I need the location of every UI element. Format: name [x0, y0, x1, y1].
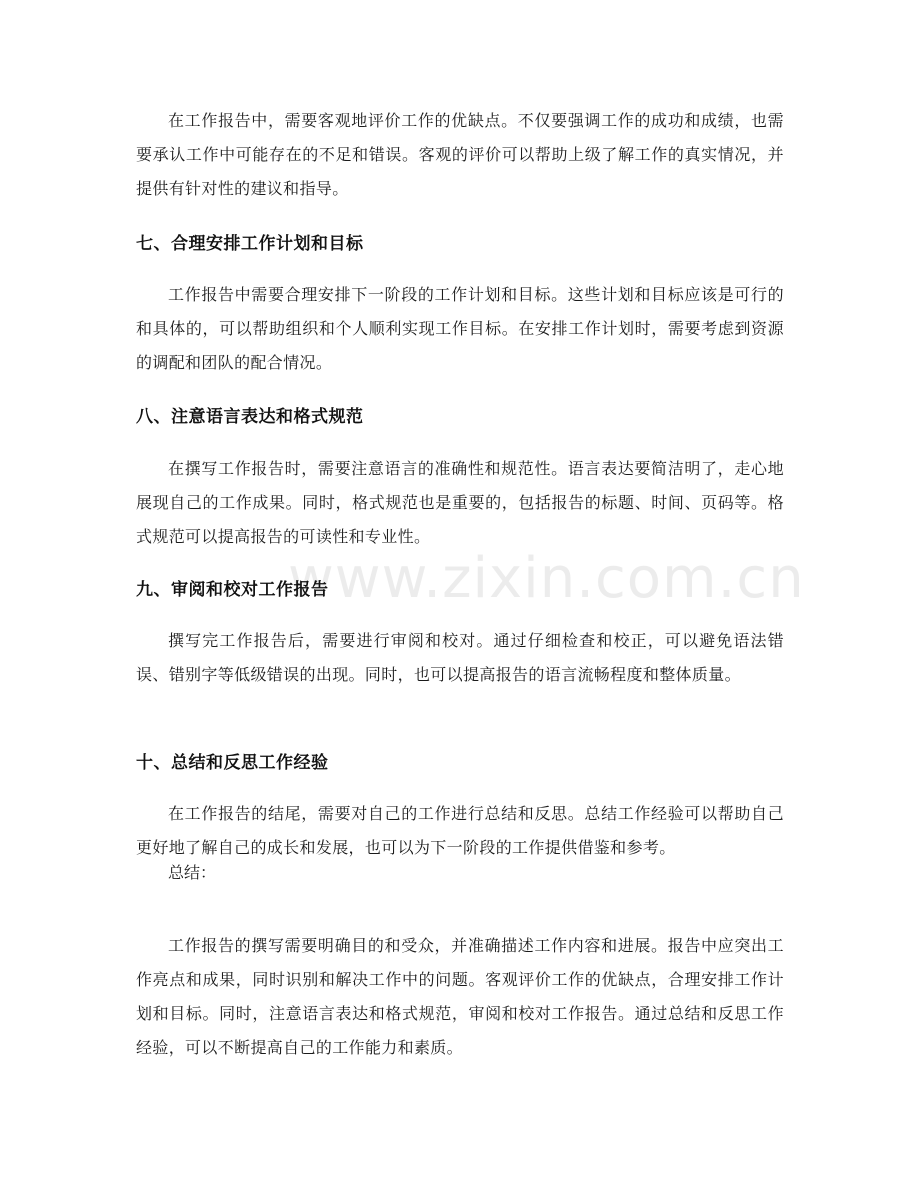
section-heading-9: 九、审阅和校对工作报告 [136, 580, 329, 600]
section-heading-8: 八、注意语言表达和格式规范 [136, 407, 364, 427]
summary-label: 总结： [168, 863, 217, 882]
intro-paragraph: 在工作报告中，需要客观地评价工作的优缺点。不仅要强调工作的成功和成绩，也需要承认工作中可能存在的不足和错误。客观的评价可以帮助上级了解工作的真实情况，并提供有针对性的建议和指导。 [136, 111, 784, 198]
section-paragraph-7: 工作报告中需要合理安排下一阶段的工作计划和目标。这些计划和目标应该是可行的和具体的，可以帮助组织和个人顺利实现工作目标。在安排工作计划时，需要考虑到资源的调配和团队的配合情况。 [136, 285, 784, 372]
section-paragraph-9: 撰写完工作报告后，需要进行审阅和校对。通过仔细检查和校正，可以避免语法错误、错别字等低级错误的出现。同时，也可以提高报告的语言流畅程度和整体质量。 [136, 631, 784, 684]
section-paragraph-8: 在撰写工作报告时，需要注意语言的准确性和规范性。语言表达要简洁明了，走心地展现自己的工作成果。同时，格式规范也是重要的，包括报告的标题、时间、页码等。格式规范可以提高报告的可读性和专业性。 [136, 459, 784, 546]
watermark: www.zixin.com.cn [288, 546, 805, 611]
section-heading-10: 十、总结和反思工作经验 [136, 753, 329, 773]
section-heading-7: 七、合理安排工作计划和目标 [136, 234, 364, 254]
summary-paragraph: 工作报告的撰写需要明确目的和受众，并准确描述工作内容和进展。报告中应突出工作亮点和成果，同时识别和解决工作中的问题。客观评价工作的优缺点，合理安排工作计划和目标。同时，注意语言表达和格式规范，审阅和校对工作报告。通过总结和反思工作经验，可以不断提高自己的工作能力和素质。 [136, 936, 784, 1057]
section-paragraph-10: 在工作报告的结尾，需要对自己的工作进行总结和反思。总结工作经验可以帮助自己更好地了解自己的成长和发展，也可以为下一阶段的工作提供借鉴和参考。 [136, 804, 784, 857]
